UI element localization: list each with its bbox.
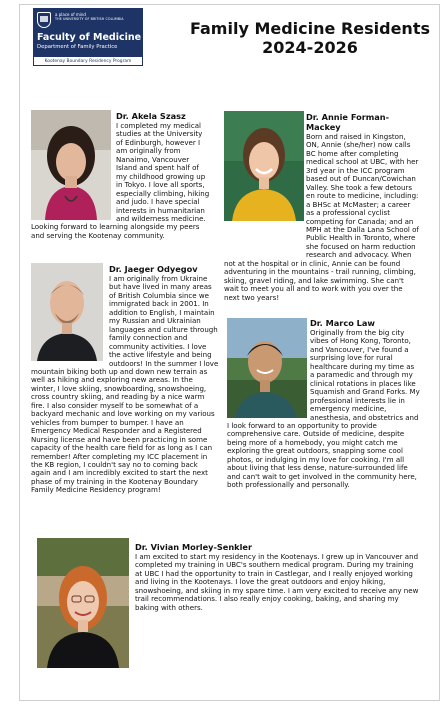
ubc-faculty-logo xyxy=(33,8,143,66)
resident-bio-vivian xyxy=(135,542,420,612)
logo-university: THE UNIVERSITY OF BRITISH COLUMBIA xyxy=(55,17,124,21)
resident-bio-text: I completed my medical studies at the University of Edinburgh, however I am originally from Nanaimo, Vancouver Island and spent half of my childhood growing up in Tokyo. I love all sports, especially climbing, hiking and judo. I have special interests in humanitarian and wilderness medicine. Looking forward to learning alongside my peers and serving the Kootenay community. xyxy=(31,121,210,240)
resident-bio-text: I am excited to start my residency in the Kootenays. I grew up in Vancouver and completed my training in UBC's southern medical program. During my training at UBC I had the opportunity to train in Castlegar, and I really enjoyed working and living in the Kootenays. I love the great outdoors and enjoy hiking, snowshoeing, and skiing in my spare time. I am very excited to receive any new trail recommendations. I also really enjoy cooking, baking, and sharing my baking with others. xyxy=(135,552,419,612)
logo-department: Department of Family Practice xyxy=(37,44,118,50)
resident-bio-akela xyxy=(31,111,211,240)
resident-name: Dr. Akela Szasz xyxy=(116,111,186,121)
resident-bio-text: Born and raised in Kingston, ON, Annie (she/her) now calls BC home after completing medical school at UBC, with her 3rd year in the ICC program based out of Duncan/Cowichan Valley. She took a few detours en route to medicine, including: a BHSc at McMaster; a career as a professional cyclist competing for Canada; and an MPH at the Dalla Lana School of Public Health in Toronto, where she focused on harm reduction research and advocacy. When not at the hospital or in clinic, Annie can be found adventuring in the mountains - trail running, climbing, skiing, gravel riding, and lake swimming. She can't wait to meet you all and to work with you over the next two years! xyxy=(224,132,419,302)
resident-name: Dr. Vivian Morley-Senkler xyxy=(135,542,252,552)
logo-tagline: a place of mind xyxy=(55,12,86,17)
resident-bio-annie xyxy=(224,112,420,302)
resident-bio-marco xyxy=(227,318,420,490)
resident-photo-vivian xyxy=(37,538,129,668)
logo-faculty: Faculty of Medicine xyxy=(37,32,142,43)
title-line-2: 2024-2026 xyxy=(262,38,358,57)
page-title xyxy=(190,19,430,57)
resident-bio-jaeger xyxy=(31,264,219,495)
ubc-crest-icon xyxy=(37,12,51,28)
resident-name: Dr. Jaeger Odyegov xyxy=(109,264,198,274)
resident-name: Dr. Marco Law xyxy=(310,318,375,328)
logo-program: Kootenay Boundary Residency Program xyxy=(33,56,143,66)
resident-bio-text: I am originally from Ukraine but have lived in many areas of British Columbia since we immigrated back in 2001. In addition to English, I maintain my Russian and Ukrainian languages and culture through family connection and community activities. I love the active lifestyle and being outdoors! In the summer I love mountain biking both up and down new terrain as well as hiking and exploring new areas. In the winter, I love skiing, snowboarding, snowshoeing, cross country skiing, and reading by a nice warm fire. I also consider myself to be somewhat of a backyard mechanic and love working on my various vehicles from bumper to bumper. I have an Emergency Medical Responder and a Registered Nursing license and have been practicing in some capacity of the health care field for as long as I can remember! After completing my ICC placement in the KB region, I couldn't say no to coming back again and I am incredibly excited to start the next phase of my training in the Kootenay Boundary Family Medicine Residency program! xyxy=(31,274,219,495)
resident-bio-text: Originally from the big city vibes of Hong Kong, Toronto, and Vancouver, I've found a surprising love for rural healthcare during my time as a paramedic and through my clinical rotations in places like Squamish and Grand Forks. My professional interests lie in emergency medicine, anesthesia, and obstetrics and I look forward to an opportunity to provide comprehensive care. Outside of medicine, despite being more of a homebody, you might catch me exploring the great outdoors, snapping some cool photos, or indulging in my love for cooking. I'm all about living that less dense, nature-surrounded life and can't wait to get involved in the community here, both professionally and personally. xyxy=(227,328,420,490)
title-line-1: Family Medicine Residents xyxy=(190,19,430,38)
resident-name: Dr. Annie Forman-Mackey xyxy=(306,112,390,132)
